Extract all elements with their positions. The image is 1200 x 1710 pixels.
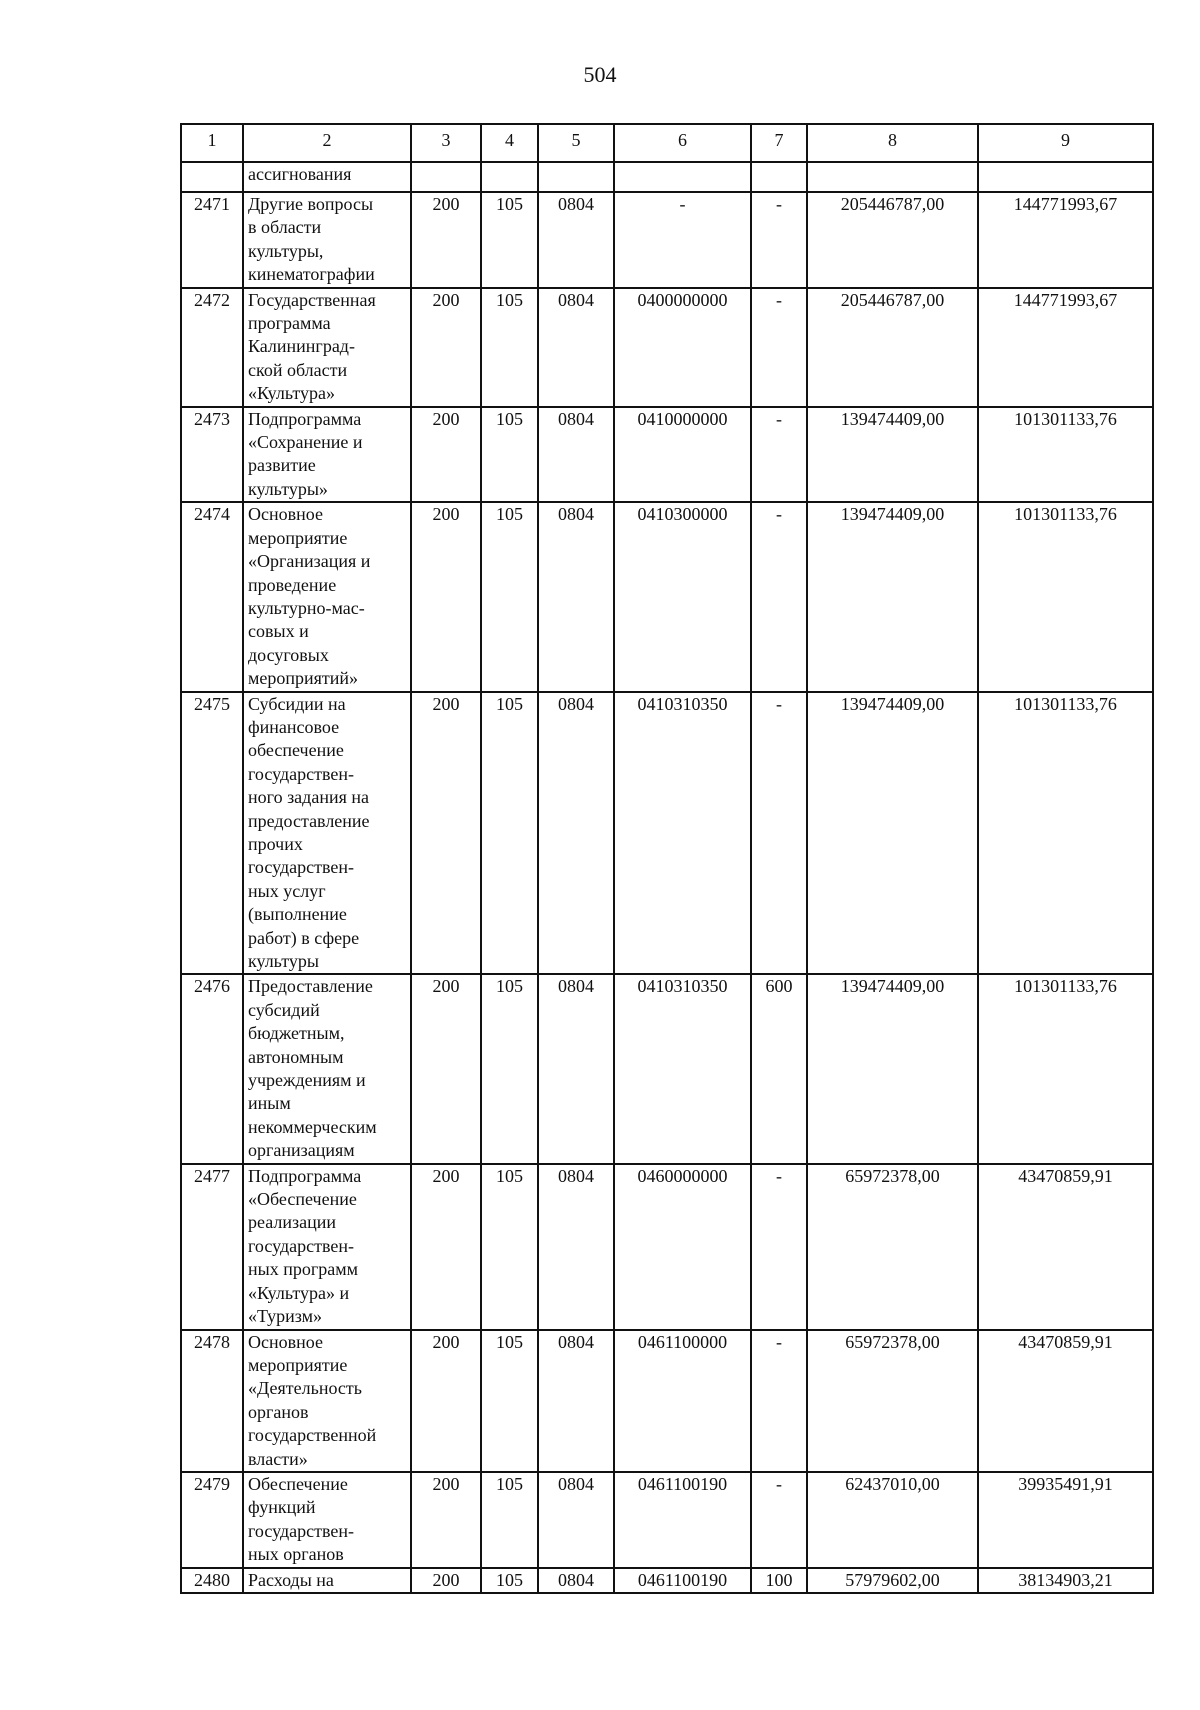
- header-cell-1: 1: [181, 124, 243, 162]
- target-article-code: 0410000000: [614, 407, 751, 503]
- table-row: [181, 1330, 1153, 1472]
- header-cell-8: 8: [807, 124, 978, 162]
- col8-amount: 139474409,00: [807, 692, 978, 975]
- col3-value: 200: [411, 1330, 481, 1472]
- row-number: 2472: [181, 288, 243, 407]
- col5-value: 0804: [538, 502, 614, 691]
- col4-value: 105: [481, 407, 538, 503]
- row-name-line: ской области: [248, 359, 348, 380]
- row-name-line: учреждениям и: [248, 1070, 366, 1091]
- col4-value: 105: [481, 1568, 538, 1593]
- target-article-code: 0461100190: [614, 1472, 751, 1568]
- row-name: [243, 1330, 411, 1472]
- row-name-line: Обеспечение: [248, 1473, 348, 1494]
- col8-amount: 139474409,00: [807, 502, 978, 691]
- continuation-cell-6: [614, 162, 751, 192]
- row-name-line: мероприятий»: [248, 668, 359, 689]
- table-row: [181, 1472, 1153, 1568]
- expense-type-code: -: [751, 1330, 807, 1472]
- col9-amount: 39935491,91: [978, 1472, 1153, 1568]
- table-row: [181, 192, 1153, 288]
- row-name-line: «Организация и: [248, 551, 371, 572]
- col3-value: 200: [411, 407, 481, 503]
- row-name-line: государственной: [248, 1425, 377, 1446]
- row-name-line: Субсидии на: [248, 693, 346, 714]
- col4-value: 105: [481, 288, 538, 407]
- header-cell-4: 4: [481, 124, 538, 162]
- col9-amount: 144771993,67: [978, 288, 1153, 407]
- row-name: [243, 288, 411, 407]
- col3-value: 200: [411, 502, 481, 691]
- row-name-line: Подпрограмма: [248, 1165, 362, 1186]
- row-name-line: программа: [248, 313, 331, 334]
- table-row: [181, 974, 1153, 1163]
- col9-amount: 43470859,91: [978, 1164, 1153, 1330]
- header-cell-9: 9: [978, 124, 1153, 162]
- row-name-line: реализации: [248, 1212, 336, 1233]
- col4-value: 105: [481, 692, 538, 975]
- row-number: 2476: [181, 974, 243, 1163]
- row-name-line: мероприятие: [248, 527, 348, 548]
- target-article-code: 0400000000: [614, 288, 751, 407]
- row-name-line: Подпрограмма: [248, 408, 362, 429]
- row-name-line: бюджетным,: [248, 1023, 345, 1044]
- expense-type-code: -: [751, 1164, 807, 1330]
- table-row: [181, 407, 1153, 503]
- expense-type-code: -: [751, 288, 807, 407]
- col4-value: 105: [481, 192, 538, 288]
- row-name-line: Расходы на: [248, 1569, 334, 1590]
- col4-value: 105: [481, 974, 538, 1163]
- col3-value: 200: [411, 288, 481, 407]
- expense-type-code: -: [751, 407, 807, 503]
- continuation-cell-1: [181, 162, 243, 192]
- continuation-cell-7: [751, 162, 807, 192]
- row-name-line: финансовое: [248, 716, 340, 737]
- col5-value: 0804: [538, 288, 614, 407]
- target-article-code: 0410310350: [614, 692, 751, 975]
- row-name-line: ных органов: [248, 1544, 344, 1565]
- table-row: [181, 1164, 1153, 1330]
- col8-amount: 62437010,00: [807, 1472, 978, 1568]
- row-number: 2474: [181, 502, 243, 691]
- col3-value: 200: [411, 1472, 481, 1568]
- header-cell-2: 2: [243, 124, 411, 162]
- row-number: 2473: [181, 407, 243, 503]
- expense-type-code: 100: [751, 1568, 807, 1593]
- row-name-line: власти»: [248, 1448, 308, 1469]
- target-article-code: -: [614, 192, 751, 288]
- continuation-cell-9: [978, 162, 1153, 192]
- row-name-line: Калининград-: [248, 336, 355, 357]
- row-name-line: развитие: [248, 455, 316, 476]
- target-article-code: 0460000000: [614, 1164, 751, 1330]
- row-name-line: культурно-мас-: [248, 597, 365, 618]
- expense-type-code: -: [751, 192, 807, 288]
- header-cell-3: 3: [411, 124, 481, 162]
- row-name-line: кинематографии: [248, 264, 375, 285]
- row-name-line: прочих: [248, 833, 303, 854]
- table-row: [181, 692, 1153, 975]
- row-name-line: государствен-: [248, 763, 355, 784]
- row-name-line: некоммерческим: [248, 1116, 377, 1137]
- target-article-code: 0461100000: [614, 1330, 751, 1472]
- row-number: 2480: [181, 1568, 243, 1593]
- col8-amount: 57979602,00: [807, 1568, 978, 1593]
- row-name-line: государствен-: [248, 1235, 355, 1256]
- header-row: [181, 124, 1153, 162]
- row-name: [243, 974, 411, 1163]
- col8-amount: 65972378,00: [807, 1330, 978, 1472]
- row-name-line: автономным: [248, 1046, 344, 1067]
- row-name-line: Основное: [248, 504, 323, 525]
- budget-table: [180, 123, 1154, 1594]
- row-name-line: Предоставление: [248, 976, 373, 997]
- row-name-line: государствен-: [248, 1520, 355, 1541]
- target-article-code: 0410300000: [614, 502, 751, 691]
- col9-amount: 43470859,91: [978, 1330, 1153, 1472]
- header-cell-7: 7: [751, 124, 807, 162]
- col8-amount: 205446787,00: [807, 192, 978, 288]
- col9-amount: 101301133,76: [978, 407, 1153, 503]
- continuation-cell-8: [807, 162, 978, 192]
- col5-value: 0804: [538, 407, 614, 503]
- col9-amount: 38134903,21: [978, 1568, 1153, 1593]
- row-number: 2478: [181, 1330, 243, 1472]
- row-name-line: в области: [248, 217, 322, 238]
- header-cell-6: 6: [614, 124, 751, 162]
- table-row: [181, 288, 1153, 407]
- page-number: 504: [583, 62, 617, 87]
- row-name-line: «Культура» и: [248, 1282, 350, 1303]
- col4-value: 105: [481, 1330, 538, 1472]
- col5-value: 0804: [538, 1164, 614, 1330]
- col4-value: 105: [481, 502, 538, 691]
- col8-amount: 65972378,00: [807, 1164, 978, 1330]
- col5-value: 0804: [538, 1330, 614, 1472]
- col3-value: 200: [411, 974, 481, 1163]
- table-row: [181, 502, 1153, 691]
- row-name-line: «Обеспечение: [248, 1189, 357, 1210]
- row-name-line: проведение: [248, 574, 337, 595]
- col5-value: 0804: [538, 692, 614, 975]
- row-name-line: культуры: [248, 951, 319, 971]
- col4-value: 105: [481, 1164, 538, 1330]
- col3-value: 200: [411, 1164, 481, 1330]
- col8-amount: 139474409,00: [807, 974, 978, 1163]
- row-name-line: предоставление: [248, 810, 370, 831]
- col9-amount: 101301133,76: [978, 692, 1153, 975]
- row-number: 2479: [181, 1472, 243, 1568]
- col5-value: 0804: [538, 974, 614, 1163]
- col9-amount: 144771993,67: [978, 192, 1153, 288]
- row-name-line: субсидий: [248, 999, 320, 1020]
- row-number: 2475: [181, 692, 243, 975]
- col3-value: 200: [411, 192, 481, 288]
- row-name-line: органов: [248, 1401, 309, 1422]
- row-name-line: мероприятие: [248, 1354, 348, 1375]
- row-name-line: «Культура»: [248, 383, 335, 404]
- row-name-line: культуры,: [248, 240, 324, 261]
- row-name-line: «Сохранение и: [248, 432, 363, 453]
- header-cell-5: 5: [538, 124, 614, 162]
- row-name-line: (выполнение: [248, 904, 347, 925]
- row-number: 2477: [181, 1164, 243, 1330]
- row-name-line: государствен-: [248, 857, 355, 878]
- col5-value: 0804: [538, 192, 614, 288]
- row-name: [243, 1164, 411, 1330]
- col5-value: 0804: [538, 1568, 614, 1593]
- col4-value: 105: [481, 1472, 538, 1568]
- continuation-cell-5: [538, 162, 614, 192]
- row-name-line: работ) в сфере: [248, 927, 360, 948]
- continuation-text: ассигнования: [243, 162, 411, 192]
- table-body: [181, 162, 1153, 1593]
- col8-amount: 205446787,00: [807, 288, 978, 407]
- continuation-cell-4: [481, 162, 538, 192]
- row-name-line: совых и: [248, 621, 309, 642]
- row-name-line: культуры»: [248, 478, 328, 499]
- row-name-line: Основное: [248, 1331, 323, 1352]
- col3-value: 200: [411, 1568, 481, 1593]
- row-name-line: ных программ: [248, 1259, 359, 1280]
- row-name-line: обеспечение: [248, 740, 344, 761]
- row-name-line: «Туризм»: [248, 1306, 322, 1327]
- row-name: [243, 1568, 411, 1593]
- row-name-line: досуговых: [248, 644, 329, 665]
- col9-amount: 101301133,76: [978, 974, 1153, 1163]
- row-name-line: ных услуг: [248, 880, 326, 901]
- row-name: [243, 1472, 411, 1568]
- row-name-line: организациям: [248, 1140, 355, 1161]
- col3-value: 200: [411, 692, 481, 975]
- row-name-line: ного задания на: [248, 787, 369, 808]
- row-name: [243, 192, 411, 288]
- expense-type-code: -: [751, 1472, 807, 1568]
- continuation-row: [181, 162, 1153, 192]
- col5-value: 0804: [538, 1472, 614, 1568]
- row-name-line: Государственная: [248, 289, 376, 310]
- row-name-line: иным: [248, 1093, 291, 1114]
- target-article-code: 0461100190: [614, 1568, 751, 1593]
- expense-type-code: -: [751, 502, 807, 691]
- row-name: [243, 407, 411, 503]
- expense-type-code: -: [751, 692, 807, 975]
- row-name-line: функций: [248, 1497, 316, 1518]
- row-name: [243, 692, 411, 975]
- col8-amount: 139474409,00: [807, 407, 978, 503]
- continuation-cell-3: [411, 162, 481, 192]
- target-article-code: 0410310350: [614, 974, 751, 1163]
- row-name: [243, 502, 411, 691]
- row-name-line: «Деятельность: [248, 1378, 362, 1399]
- col9-amount: 101301133,76: [978, 502, 1153, 691]
- row-name-line: Другие вопросы: [248, 194, 374, 214]
- table-row: [181, 1568, 1153, 1593]
- row-number: 2471: [181, 192, 243, 288]
- expense-type-code: 600: [751, 974, 807, 1163]
